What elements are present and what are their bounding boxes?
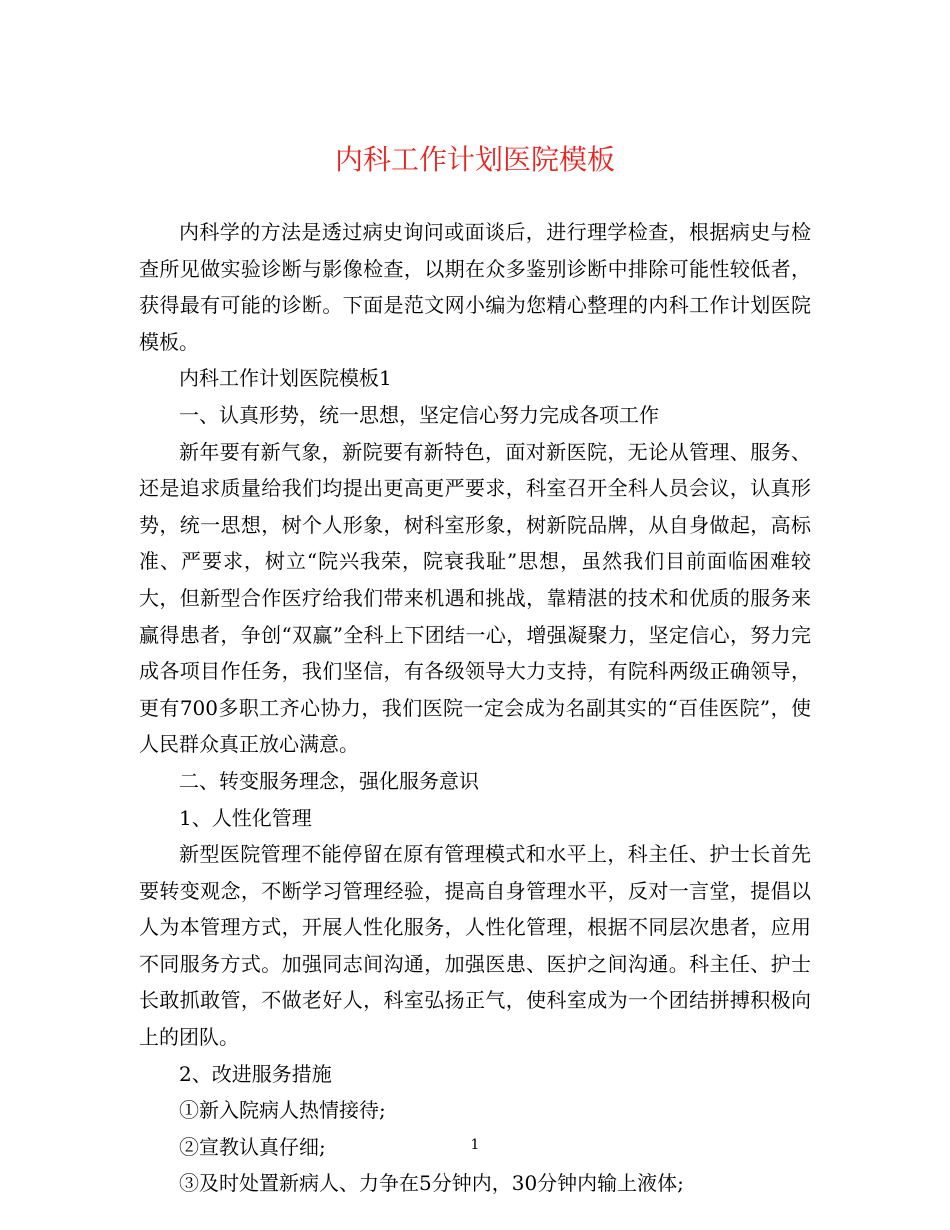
intro-paragraph: 内科学的方法是透过病史询问或面谈后，进行理学检查，根据病史与检查所见做实验诊断与影像检查，以期在众多鉴别诊断中排除可能性较低者，获得最有可能的诊断。下面是范文网小编为您精心整理的内科工作计划医院模板。 [139,220,811,354]
document-title: 内科工作计划医院模板 [334,143,615,176]
list-item: ③及时处置新病人、力争在5分钟内，30分钟内输上液体; [179,1171,684,1196]
list-item: ②宣教认真仔细; [179,1134,326,1159]
list-item: ①新入院病人热情接待; [179,1098,386,1123]
section-heading-2: 二、转变服务理念，强化服务意识 [179,768,479,793]
template-heading: 内科工作计划医院模板1 [179,366,392,391]
subsection-paragraph-1: 新型医院管理不能停留在原有管理模式和水平上，科主任、护士长首先要转变观念，不断学习管理经验，提高自身管理水平，反对一言堂，提倡以人为本管理方式，开展人性化服务，人性化管理，根据不同层次患者，应用不同服务方式。加强同志间沟通，加强医患、医护之间沟通。科主任、护士长敢抓敢管，不做老好人，科室弘扬正气，使科室成为一个团结拼搏积极向上的团队。 [139,842,811,1050]
section-heading-1: 一、认真形势，统一思想，坚定信心努力完成各项工作 [179,402,659,427]
subsection-heading-2: 2、改进服务措施 [179,1061,332,1086]
section-paragraph-1: 新年要有新气象，新院要有新特色，面对新医院，无论从管理、服务、还是追求质量给我们均提出更高更严要求，科室召开全科人员会议，认真形势，统一思想，树个人形象，树科室形象，树新院品牌，从自身做起，高标准、严要求，树立“院兴我荣，院衰我耻”思想，虽然我们目前面临困难较大，但新型合作医疗给我们带来机遇和挑战，靠精湛的技术和优质的服务来赢得患者，争创“双赢”全科上下团结一心，增强凝聚力，坚定信心，努力完成各项目作任务，我们坚信，有各级领导大力支持，有院科两级正确领导，更有700多职工齐心协力，我们医院一定会成为名副其实的“百佳医院”，使人民群众真正放心满意。 [139,439,811,757]
subsection-heading-1: 1、人性化管理 [179,805,312,830]
document-body [139,214,811,1202]
page-number: 1 [470,1137,480,1153]
